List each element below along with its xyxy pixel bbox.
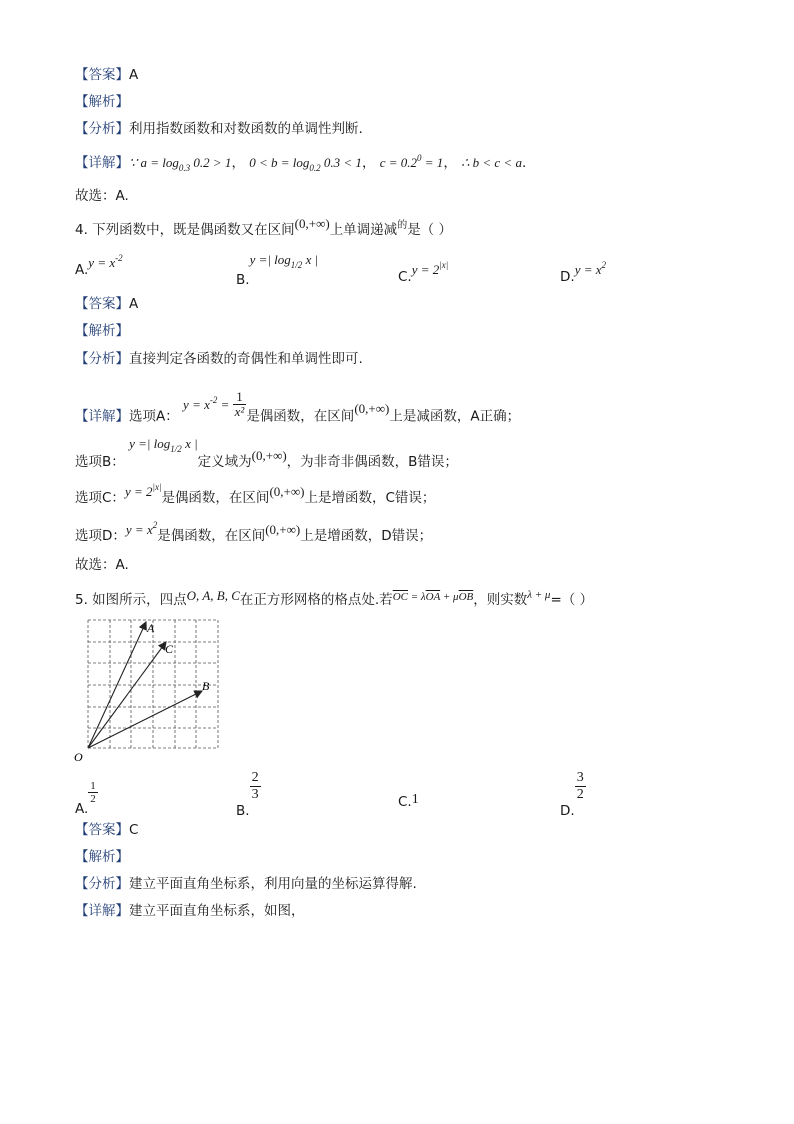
q4-choose-line: 故选：A. — [75, 557, 129, 573]
detail-a-expr: ∵ $a = \log_{0.3} 0.2 > 1$ — [129, 155, 232, 173]
vector-oc — [88, 642, 166, 748]
vector-equation: OC = λOA + μOB — [392, 591, 474, 603]
vector-ob — [88, 691, 202, 748]
label-b: B — [202, 679, 210, 693]
q5-detail-line: 【详解】建立平面直角坐标系，如图， — [75, 903, 305, 919]
detail-b-expr: $0 < b = \log_{0.2} 0.3 < 1$ — [249, 155, 362, 173]
vector-oa — [88, 622, 146, 748]
choose-text: 故选：A. — [75, 188, 129, 204]
detail-conclusion: ∴ b < c < a — [461, 155, 522, 170]
q4-answer-line: 【答案】A — [75, 296, 139, 312]
q4-fenxi-line: 【分析】直接判定各函数的奇偶性和单调性即可. — [75, 351, 363, 367]
q5-option-c: C.1 — [398, 792, 419, 810]
label-o: O — [74, 750, 83, 764]
answer-tag: 【答案】 — [75, 67, 129, 83]
grid — [88, 620, 218, 748]
vector-grid-figure — [70, 612, 230, 764]
q4-analysis-line: 【解析】 — [75, 323, 129, 339]
q4-option-c: $C.y = 2^{|x|}$ — [398, 260, 449, 285]
answer-value: A — [129, 67, 139, 83]
q3-analysis-line — [75, 92, 129, 112]
interval: (0,+∞) — [294, 216, 330, 231]
q4-option-d: $D.y = x^2$ — [560, 260, 606, 285]
q5-answer-line: 【答案】C — [75, 822, 139, 838]
q4-detail-d: 选项D：$y = x^2$是偶函数，在区间(0,+∞)上是增函数，D错误； — [75, 520, 433, 544]
q3-detail-line: 【详解】∵ $a = \log_{0.3} 0.2 > 1$， $0 < b = \log_{0.2} 0.3 < 1$， $c = 0.2^0 = 1$， ∴ b < c < a. — [75, 153, 527, 173]
q5-analysis-line: 【解析】 — [75, 849, 129, 865]
fenxi-tag: 【分析】 — [75, 121, 129, 137]
detail-c-expr: $c = 0.2^0 = 1$ — [379, 153, 444, 170]
q3-fenxi-line — [75, 119, 363, 139]
q5-option-a: A. $\frac{1}{2}$ — [75, 780, 96, 817]
q4-option-b: B.y =| $\log_{1/2} x$ | — [236, 252, 319, 288]
q5-stem: 5. 如图所示，四点O, A, B, C在正方形网格的格点处.若$^{\overline{OC} = \lambda\overline{OA} + \mu\overline{OB}}$，则实数$^{\lambda + \mu}$=（ ） — [75, 588, 594, 608]
q5-fenxi-line: 【分析】建立平面直角坐标系，利用向量的坐标运算得解. — [75, 876, 417, 892]
q4-stem: 4. 下列函数中，既是偶函数又在区间(0,+∞)上单调递减$^的$是（ ） — [75, 216, 452, 238]
q3-choose-line — [75, 186, 129, 206]
q4-detail-b: 选项B： y =| $\log_{1/2} x$ |定义域为(0,+∞)，为非奇非偶函数，B错误； — [75, 436, 458, 470]
q4-option-a: $A.y = x^{-2}$ — [75, 253, 123, 278]
q4-detail-a: 【详解】选项A： $y = x^{-2}$ = $\frac{1}{\text{x²}}$ 是偶函数，在区间(0,+∞)上是减函数，A正确； — [75, 389, 521, 425]
q4-detail-c: 选项C：$y = 2^{|x|}$是偶函数，在区间(0,+∞)上是增函数，C错误； — [75, 482, 436, 506]
analysis-tag: 【解析】 — [75, 94, 129, 110]
fenxi-text: 利用指数函数和对数函数的单调性判断. — [129, 121, 363, 137]
label-c: C — [165, 642, 174, 656]
q3-answer-line — [75, 65, 138, 85]
q5-option-b: B. $\frac{2}{3}$ — [236, 770, 259, 819]
q5-option-d: D. $\frac{3}{2}$ — [560, 770, 584, 819]
detail-tag: 【详解】 — [75, 155, 129, 171]
label-a: A — [147, 621, 155, 635]
